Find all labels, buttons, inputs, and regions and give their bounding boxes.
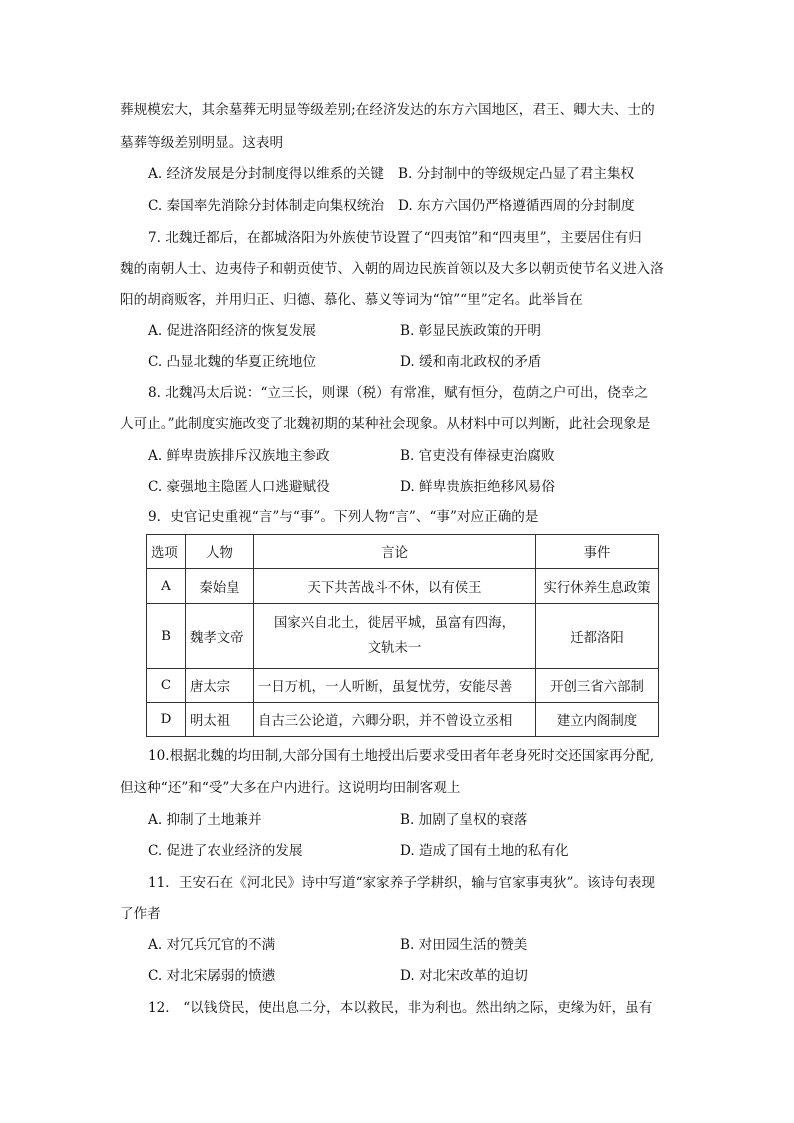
q9-header-person: 人物 [186, 535, 254, 569]
q6-option-c: C. 秦国率先消除分封体制走向集权统治 [148, 198, 385, 214]
q9-cell-speech [254, 604, 536, 669]
q9-cell-event: 实行休养生息政策 [536, 569, 659, 604]
table-row [147, 669, 659, 703]
q11-option-b: B. 对田园生活的赞美 [400, 937, 528, 953]
q9-cell-option: D [147, 703, 186, 737]
q9-cell-speech: 自古三公论道，六卿分职，并不曾设立丞相 [254, 703, 536, 737]
q6-stem-line2: 墓葬等级差别明显。这表明 [120, 135, 284, 151]
table-row [147, 569, 659, 604]
q10-option-c: C. 促进了农业经济的发展 [148, 843, 303, 859]
q9-cell-person: 唐太宗 [186, 669, 254, 703]
q11-option-c: C. 对北宋孱弱的愤懑 [148, 968, 276, 984]
q9-cell-person: 秦始皇 [186, 569, 254, 604]
q9-speech-line2: 文轨未一 [367, 641, 422, 656]
q7-stem-line1: 7. 北魏迁都后，在都城洛阳为外族使节设置了“四夷馆”和“四夷里”，主要居住有归 [148, 230, 642, 246]
q9-cell-person: 魏孝文帝 [186, 604, 254, 669]
q9-cell-event: 开创三省六部制 [536, 669, 659, 703]
q11-option-d: D. 对北宋改革的迫切 [400, 968, 528, 984]
q7-stem-line3: 阳的胡商贩客，并用归正、归德、慕化、慕义等词为“馆”“里”定名。此举旨在 [120, 292, 583, 308]
q9-stem: 9．史官记史重视“言”与“事”。下列人物“言”、“事”对应正确的是 [148, 509, 539, 525]
q11-stem-line2: 了作者 [120, 906, 161, 922]
q9-speech-line1: 国家兴自北土，徙居平城，虽富有四海， [273, 616, 516, 631]
q7-stem-line2: 魏的南朝人士、边夷侍子和朝贡使节、入朝的周边民族首领以及大多以朝贡使节名义进入洛 [120, 261, 664, 277]
q7-option-a: A. 促进洛阳经济的恢复发展 [148, 323, 316, 339]
q10-option-d: D. 造成了国有土地的私有化 [400, 843, 569, 859]
q11-option-a: A. 对冗兵冗官的不满 [148, 937, 276, 953]
q9-cell-event: 迁都洛阳 [536, 604, 659, 669]
q10-option-b: B. 加剧了皇权的衰落 [400, 812, 528, 828]
q9-cell-option: B [147, 604, 186, 669]
q7-option-b: B. 彰显民族政策的开明 [400, 323, 541, 339]
q10-stem-line1: 10.根据北魏的均田制,大部分国有土地授出后要求受田者年老身死时交还国家再分配, [148, 748, 655, 764]
q9-header-speech: 言论 [254, 535, 536, 569]
q9-cell-person: 明太祖 [186, 703, 254, 737]
q6-option-d: D. 东方六国仍严格遵循西周的分封制度 [398, 198, 635, 214]
q9-cell-speech: 天下共苦战斗不休，以有侯王 [254, 569, 536, 604]
table-row [147, 604, 659, 669]
q6-option-a: A. 经济发展是分封制度得以维系的关键 [148, 166, 384, 182]
q8-option-b: B. 官吏没有俸禄吏治腐败 [400, 448, 555, 464]
q11-stem-line1: 11．王安石在《河北民》诗中写道“家家养子学耕织，输与官家事夷狄”。该诗句表现 [148, 875, 655, 891]
q7-option-c: C. 凸显北魏的华夏正统地位 [148, 354, 317, 370]
q9-cell-option: C [147, 669, 186, 703]
q9-table-header-row [147, 535, 659, 569]
q9-table [146, 534, 659, 737]
q10-option-a: A. 抑制了土地兼并 [148, 812, 262, 828]
q8-option-c: C. 豪强地主隐匿人口逃避赋役 [148, 479, 330, 495]
q12-stem-line1: 12． “以钱贷民，使出息二分，本以救民，非为利也。然出纳之际，吏缘为奸，虽有 [148, 1000, 653, 1016]
q7-option-d: D. 缓和南北政权的矛盾 [400, 354, 542, 370]
q8-stem-line1: 8. 北魏冯太后说：“立三长，则课（税）有常准，赋有恒分，苞荫之户可出，侥幸之 [148, 385, 649, 401]
q9-header-option: 选项 [147, 535, 186, 569]
q6-stem-line1: 葬规模宏大，其余墓葬无明显等级差别;在经济发达的东方六国地区，君王、卿大夫、士的 [120, 102, 655, 118]
q9-cell-event: 建立内阁制度 [536, 703, 659, 737]
q9-cell-speech: 一日万机，一人听断，虽复忧劳，安能尽善 [254, 669, 536, 703]
q8-option-d: D. 鲜卑贵族拒绝移风易俗 [400, 479, 555, 495]
q8-stem-line2: 人可止。”此制度实施改变了北魏初期的某种社会现象。从材料中可以判断，此社会现象是 [120, 416, 651, 432]
q8-option-a: A. 鲜卑贵族排斥汉族地主参政 [148, 448, 330, 464]
q6-option-b: B. 分封制中的等级规定凸显了君主集权 [398, 166, 635, 182]
q9-header-event: 事件 [536, 535, 659, 569]
q9-cell-option: A [147, 569, 186, 604]
table-row [147, 703, 659, 737]
q10-stem-line2: 但这种“还”和“受”大多在户内进行。这说明均田制客观上 [120, 780, 461, 796]
